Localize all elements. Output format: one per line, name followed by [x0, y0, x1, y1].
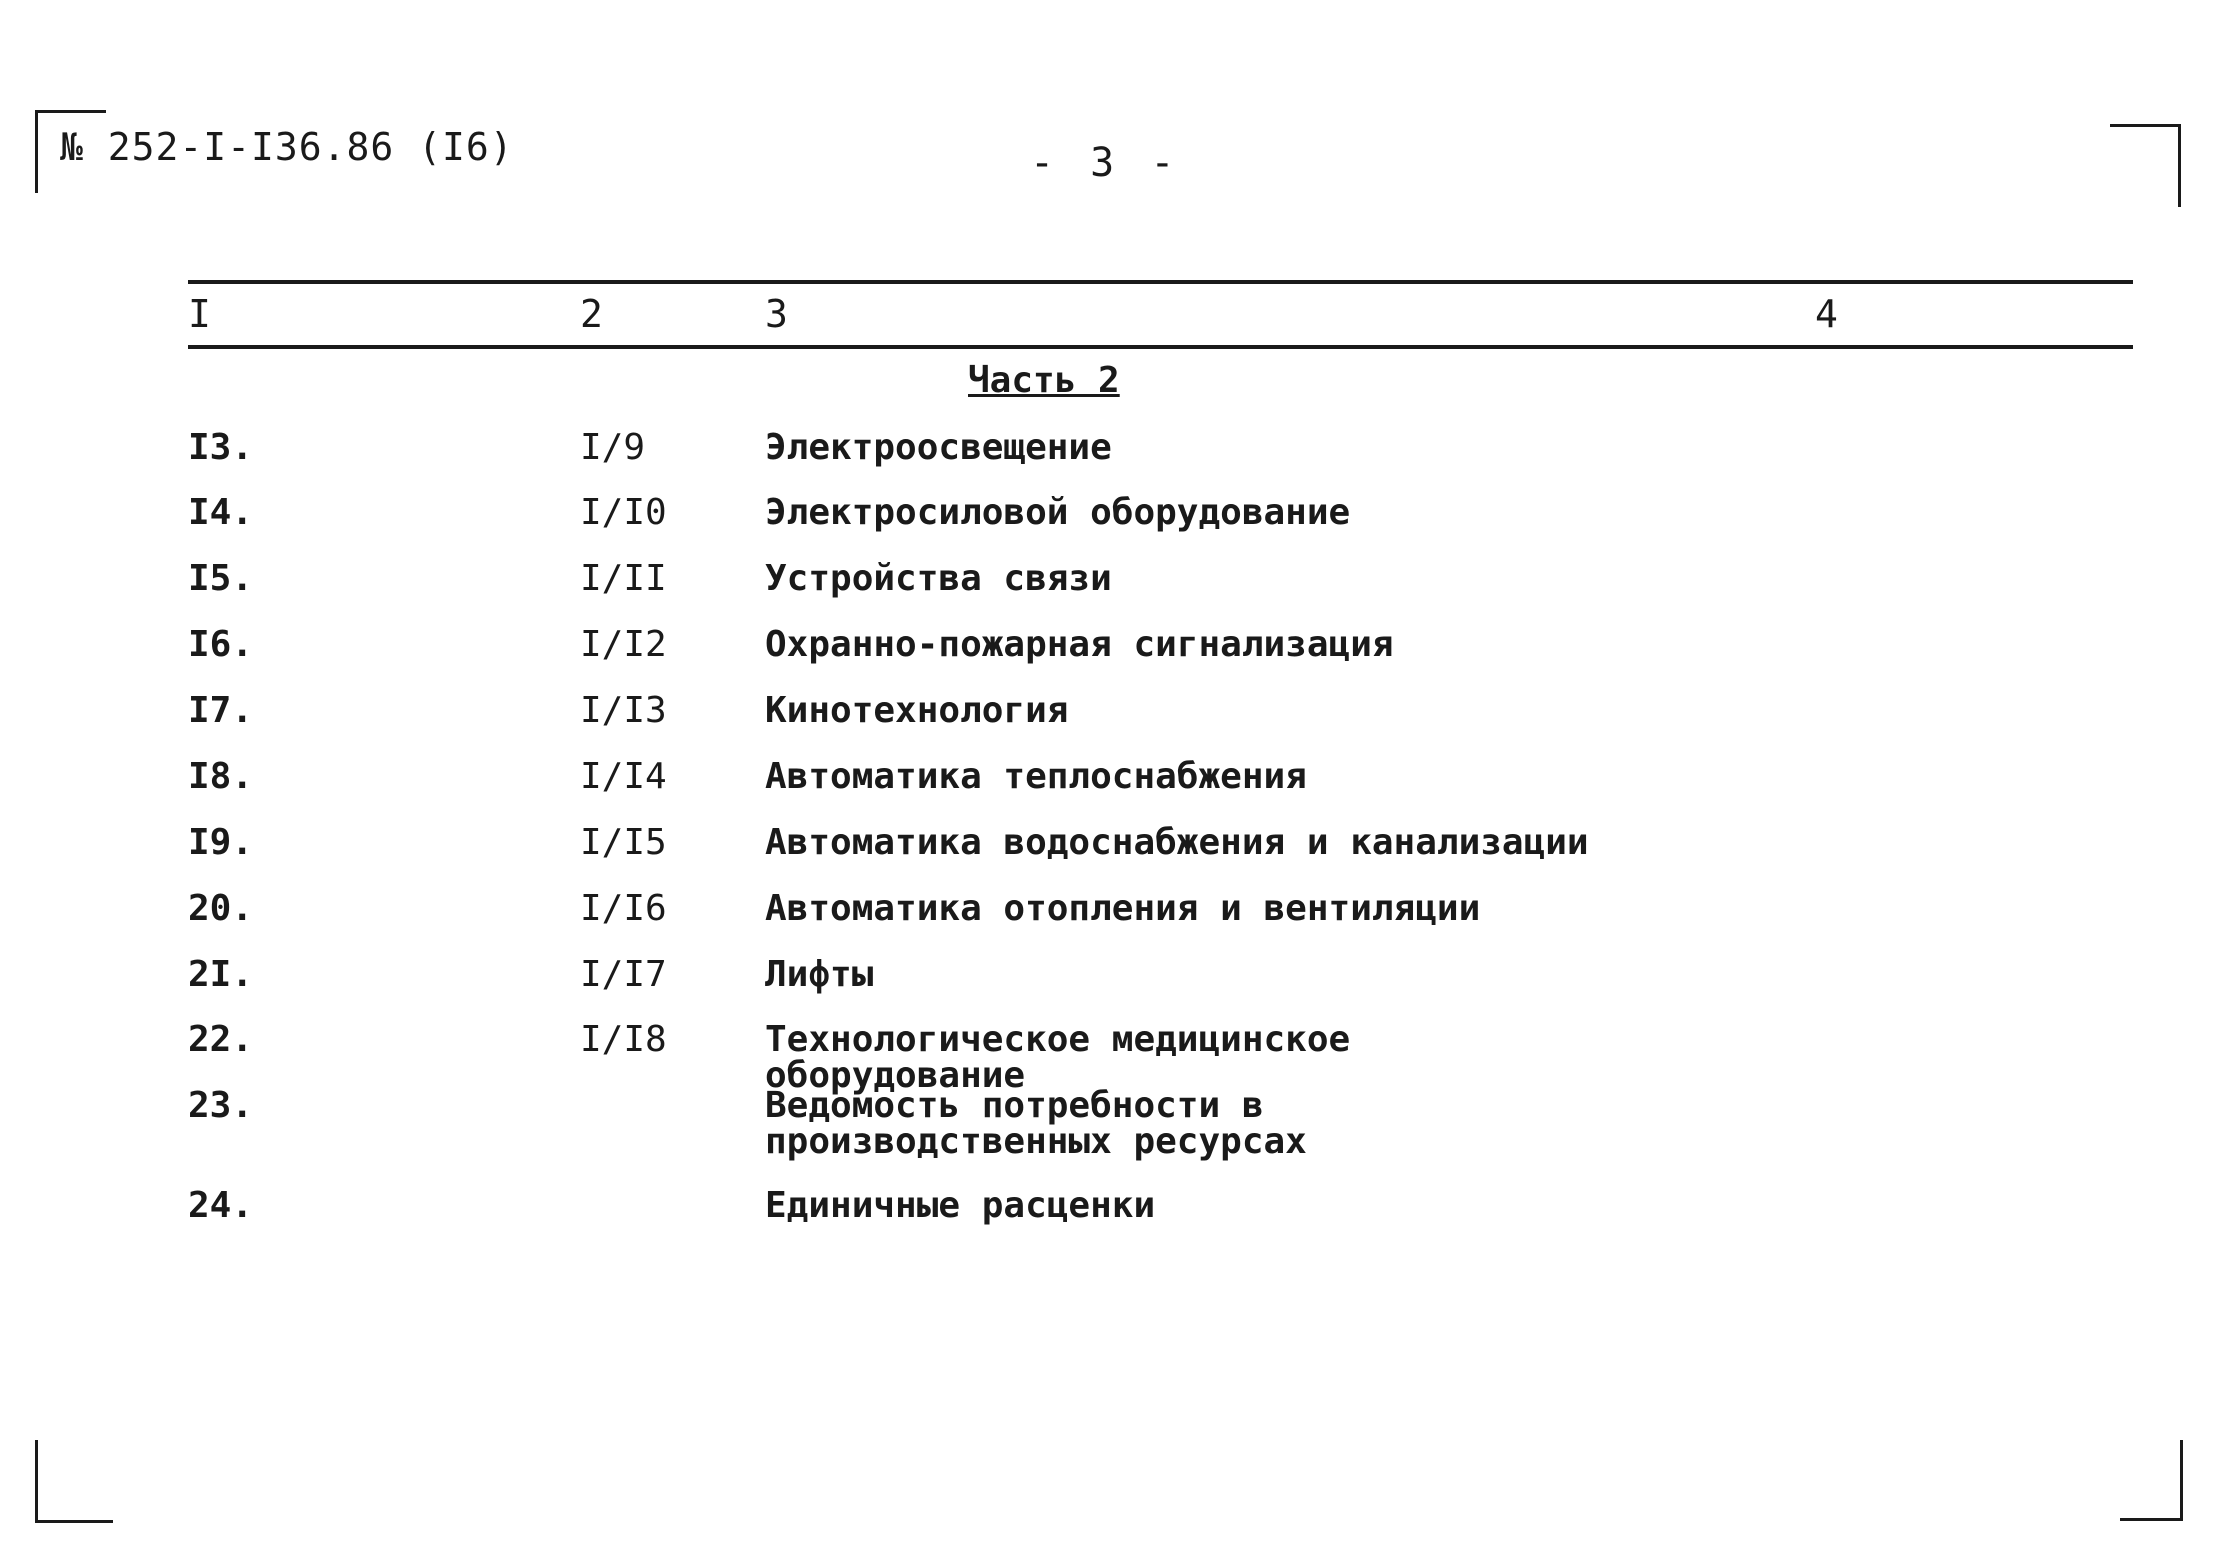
row-code: I/I7: [580, 954, 667, 995]
row-name: Автоматика теплоснабжения: [765, 756, 1307, 797]
row-name: Ведомость потребности в производственных ресурсах: [765, 1085, 1307, 1162]
document-number: № 252-I-I36.86 (I6): [60, 125, 514, 169]
column-header-2: 2: [580, 292, 603, 336]
row-number: 20.: [188, 888, 254, 929]
corner-mark-bottom-right: [2120, 1440, 2183, 1521]
column-header-1: I: [188, 292, 211, 336]
row-number: I4.: [188, 492, 254, 533]
row-name: Единичные расценки: [765, 1185, 1156, 1226]
row-number: I9.: [188, 822, 254, 863]
row-code: I/I6: [580, 888, 667, 929]
corner-mark-bottom-left: [35, 1440, 113, 1523]
table-header-rule: [188, 345, 2133, 349]
row-name: Электросиловой оборудование: [765, 492, 1351, 533]
row-code: I/I4: [580, 756, 667, 797]
row-name: Устройства связи: [765, 558, 1112, 599]
row-number: 22.: [188, 1019, 254, 1060]
row-code: I/II: [580, 558, 667, 599]
row-code: I/I8: [580, 1019, 667, 1060]
row-number: I5.: [188, 558, 254, 599]
table-top-rule: [188, 280, 2133, 284]
row-code: I/I2: [580, 624, 667, 665]
row-number: I3.: [188, 427, 254, 468]
part-title: Часть 2: [968, 360, 1120, 401]
row-code: I/I0: [580, 492, 667, 533]
corner-mark-top-right: [2110, 124, 2181, 207]
row-code: I/I3: [580, 690, 667, 731]
page-number: - 3 -: [1030, 140, 1181, 186]
row-name: Лифты: [765, 954, 874, 995]
row-number: I8.: [188, 756, 254, 797]
row-name: Электроосвещение: [765, 427, 1112, 468]
row-name: Автоматика отопления и вентиляции: [765, 888, 1481, 929]
column-header-4: 4: [1815, 292, 1838, 336]
row-name: Кинотехнология: [765, 690, 1069, 731]
row-number: 2I.: [188, 954, 254, 995]
row-name: Автоматика водоснабжения и канализации: [765, 822, 1589, 863]
row-number: 24.: [188, 1185, 254, 1226]
row-code: I/9: [580, 427, 646, 468]
row-name: Технологическое медицинское оборудование: [765, 1019, 1351, 1096]
row-name: Охранно-пожарная сигнализация: [765, 624, 1394, 665]
row-number: 23.: [188, 1085, 254, 1126]
row-code: I/I5: [580, 822, 667, 863]
row-number: I7.: [188, 690, 254, 731]
column-header-3: 3: [765, 292, 788, 336]
row-number: I6.: [188, 624, 254, 665]
